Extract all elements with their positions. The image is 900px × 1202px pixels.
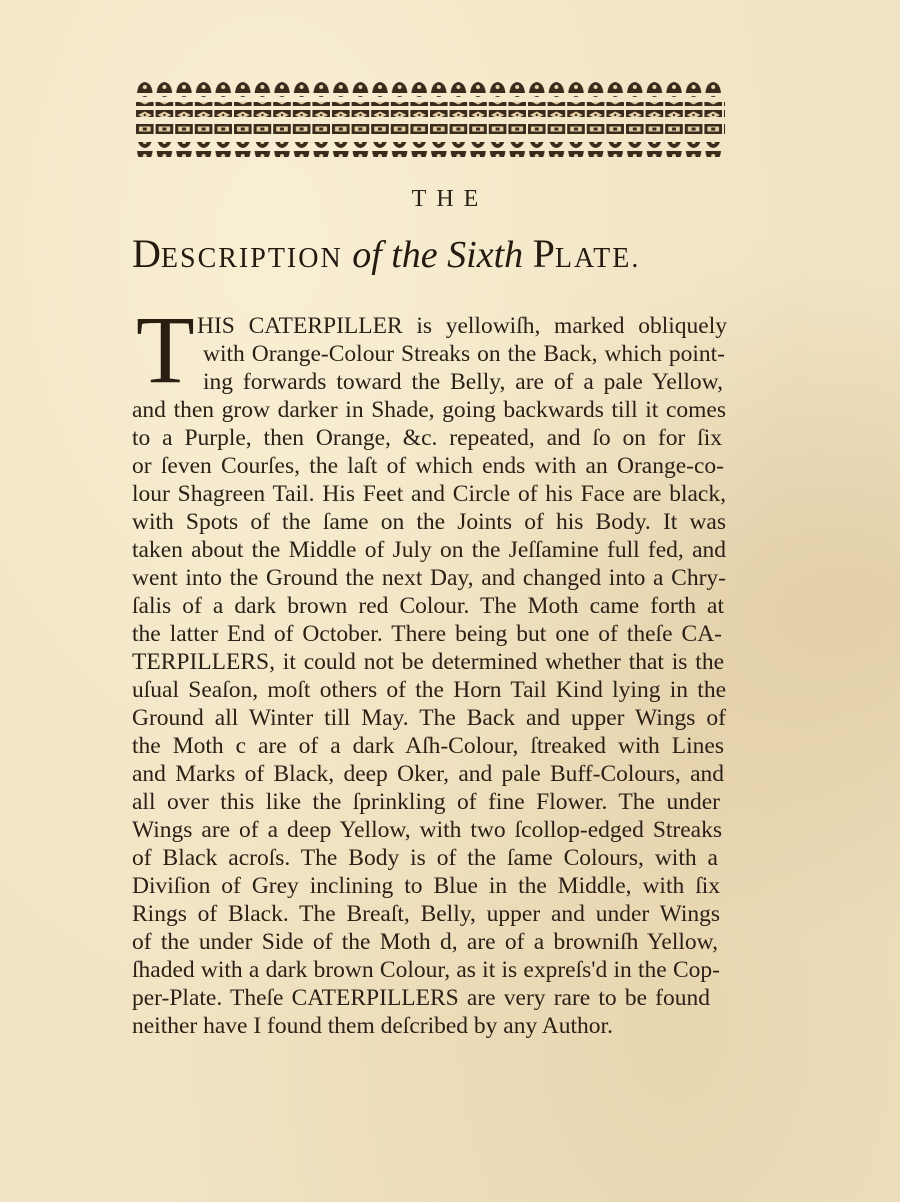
title-initial: D (132, 231, 161, 276)
title-word-description: ESCRIPTION (160, 243, 343, 274)
text-line: the Moth c are of a dark Aſh-Colour, ſtreaked with Lines (132, 733, 724, 759)
text-line: ſalis of a dark brown red Colour. The Moth came forth at (132, 593, 724, 619)
heading-the: THE (411, 186, 489, 212)
text-line: the latter End of October. There being but one of theſe CA- (132, 621, 722, 647)
title-word-plate: LATE. (554, 243, 641, 274)
text-line: and Marks of Black, deep Oker, and pale Buff-Colours, and (132, 761, 724, 787)
text-line: taken about the Middle of July on the Jeſſamine full fed, and (132, 537, 726, 563)
text-line: Ground all Winter till May. The Back and upper Wings of (132, 705, 726, 731)
text-line: HIS CATERPILLER is yellowiſh, marked obliquely (197, 313, 727, 339)
text-line: of Black acroſs. The Body is of the ſame Colours, with a (132, 845, 718, 871)
text-line: uſual Seaſon, moſt others of the Horn Tail Kind lying in the (132, 677, 726, 703)
text-line: Wings are of a deep Yellow, with two ſcollop-edged Streaks (132, 817, 722, 843)
text-line: Rings of Black. The Breaſt, Belly, upper and under Wings (132, 901, 720, 927)
drop-capital: T (136, 296, 195, 403)
title-plate-initial: P (532, 231, 555, 276)
title-italic-phrase: of the Sixth (352, 234, 524, 276)
text-line: with Spots of the ſame on the Joints of his Body. It was (132, 509, 726, 535)
text-line: of the under Side of the Moth d, are of a browniſh Yellow, (132, 929, 718, 955)
text-line: went into the Ground the next Day, and changed into a Chry- (132, 565, 726, 591)
text-line: TERPILLERS, it could not be determined whether that is the (132, 649, 724, 675)
text-line: and then grow darker in Shade, going backwards till it comes (132, 397, 726, 423)
text-line: Diviſion of Grey inclining to Blue in the Middle, with ſix (132, 873, 720, 899)
text-line: ing forwards toward the Belly, are of a pale Yellow, (203, 369, 723, 395)
text-line: to a Purple, then Orange, &c. repeated, and ſo on for ſix (132, 425, 722, 451)
text-line: neither have I found them deſcribed by any Author. (132, 1013, 613, 1039)
text-line: with Orange-Colour Streaks on the Back, which point- (203, 341, 725, 367)
text-line: ſhaded with a dark brown Colour, as it is expreſs'd in the Cop- (132, 957, 720, 983)
text-line: lour Shagreen Tail. His Feet and Circle of his Face are black, (132, 481, 726, 507)
text-line: per-Plate. Theſe CATERPILLERS are very rare to be found (132, 985, 710, 1011)
text-line: or ſeven Courſes, the laſt of which ends with an Orange-co- (132, 453, 724, 479)
text-line: all over this like the ſprinkling of fine Flower. The under (132, 789, 720, 815)
